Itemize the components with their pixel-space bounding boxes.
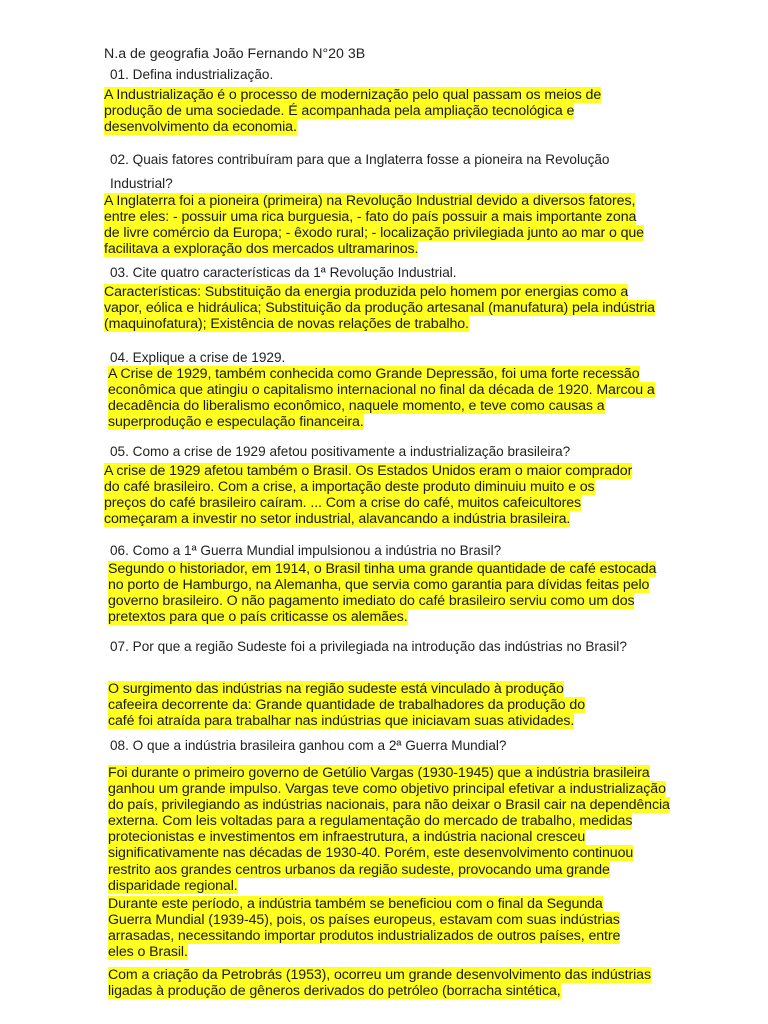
answer-07 — [108, 681, 613, 729]
answer-08-p2-text: Durante este período, a indústria também se beneficiou com o final da Segunda Guerra Mundial (1939-45), pois, os países europeus, estavam com suas indústrias arrasadas, necessitando importar produtos industrializados de outros países, entre eles o Brasil. — [108, 896, 621, 961]
question-04: 04. Explique a crise de 1929. — [110, 350, 286, 365]
answer-05 — [104, 463, 639, 527]
question-01: 01. Defina industrialização. — [110, 67, 274, 82]
answer-01 — [104, 87, 624, 135]
document-title: N.a de geografia João Fernando N°20 3B — [104, 46, 366, 62]
question-07: 07. Por que a região Sudeste foi a privilegiada na introdução das indústrias no Brasil? — [110, 639, 627, 654]
answer-08-paragraph-3 — [108, 967, 668, 999]
answer-05-text: A crise de 1929 afetou também o Brasil. Os Estados Unidos eram o maior comprador do café brasileiro. Com a crise, a importação deste produto diminuiu muito e os preços do café brasileiro caíram. ... Com a crise do café, muitos cafeicultores começaram a investir no setor industrial, alavancando a indústria brasileira. — [104, 463, 633, 528]
answer-08-paragraph-2 — [108, 896, 648, 960]
answer-02-text: A Inglaterra foi a pioneira (primeira) na Revolução Industrial devido a diversos fatores, entre eles: - possuir uma rica burguesia, - fato do país possuir a mais importante zona de livre comércio da Europa; - êxodo rural; - localização privilegiada junto ao mar o que facilitava a exploração dos mercados ultramarinos. — [104, 193, 644, 258]
question-08: 08. O que a indústria brasileira ganhou com a 2ª Guerra Mundial? — [110, 738, 507, 753]
answer-04-text: A Crise de 1929, também conhecida como Grande Depressão, foi uma forte recessão econômica que atingiu o capitalismo internacional no final da década de 1920. Marcou a decadência do liberalismo econômico, naquele momento, e teve como causas a superprodução e especulação financeira. — [108, 366, 655, 431]
answer-07-text: O surgimento das indústrias na região sudeste está vinculado à produção cafeeira decorrente da: Grande quantidade de trabalhadores da produção do café foi atraída para trabalhar nas indústrias que iniciavam suas atividades. — [108, 681, 586, 730]
answer-06 — [108, 561, 668, 625]
answer-01-text: A Industrialização é o processo de modernização pelo qual passam os meios de produção de uma sociedade. É acompanhada pela ampliação tecnológica e desenvolvimento da economia. — [104, 87, 602, 136]
answer-03 — [104, 284, 664, 332]
question-02: 02. Quais fatores contribuíram para que a Inglaterra fosse a pioneira na Revolução Industrial? — [110, 152, 610, 191]
answer-08-p3-text: Com a criação da Petrobrás (1953), ocorreu um grande desenvolvimento das indústrias ligadas à produção de gêneros derivados do petróleo (borracha sintética, — [108, 967, 651, 1000]
answer-06-text: Segundo o historiador, em 1914, o Brasil tinha uma grande quantidade de café estocada no porto de Hamburgo, na Alemanha, que servia como garantia para dívidas feitas pelo governo brasileiro. O não pagamento imediato do café brasileiro serviu como um dos pretextos para que o país criticasse os alemães. — [108, 561, 657, 626]
answer-08-paragraph-1 — [108, 765, 673, 894]
question-05: 05. Como a crise de 1929 afetou positivamente a industrialização brasileira? — [110, 444, 571, 459]
answer-04 — [108, 366, 663, 430]
answer-03-text: Características: Substituição da energia produzida pelo homem por energias como a vapor, eólica e hidráulica; Substituição da produção artesanal (manufatura) pela indústria (maquinofatura); Existência de novas relações de trabalho. — [104, 284, 655, 333]
question-06: 06. Como a 1ª Guerra Mundial impulsionou a indústria no Brasil? — [110, 543, 502, 558]
question-03: 03. Cite quatro características da 1ª Revolução Industrial. — [110, 265, 457, 280]
answer-08-p1-text: Foi durante o primeiro governo de Getúlio Vargas (1930-1945) que a indústria brasileira ganhou um grande impulso. Vargas teve como objetivo principal efetivar a industrialização do país, privilegiando as indústrias nacionais, para não deixar o Brasil cair na dependência externa. Com leis voltadas para a regulamentação do mercado de trabalho, medidas protecionistas e investimentos em infraestrutura, a indústria nacional cresceu significativamente nas décadas de 1930-40. Porém, este desenvolvimento continuou restrito aos grandes centros urbanos da região sudeste, provocando uma grande disparidade regional. — [108, 765, 670, 894]
answer-02 — [104, 193, 649, 257]
